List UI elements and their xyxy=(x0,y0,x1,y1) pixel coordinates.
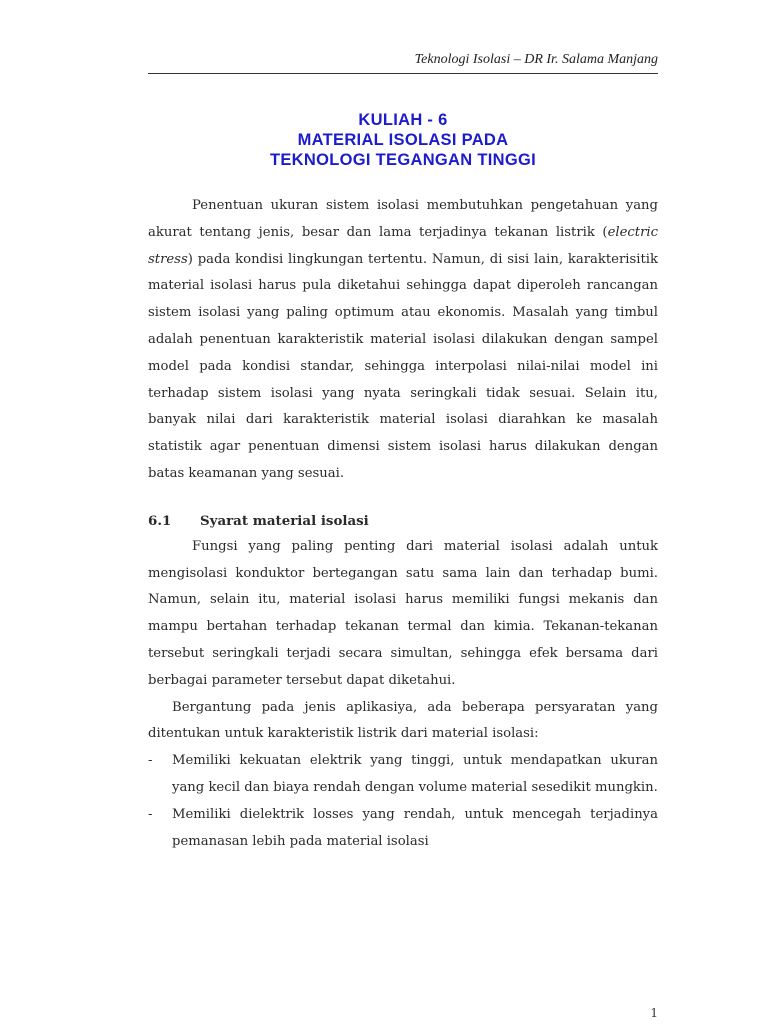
list-bullet: - xyxy=(148,753,153,769)
section-paragraph-1: Fungsi yang paling penting dari material isolasi adalah untuk mengisolasi konduktor bertegangan satu sama lain dan terhadap bumi. Namun, selain itu, material isolasi harus memiliki fungsi mekanis dan mampu bertahan terhadap tekanan termal dan kimia. Tekanan-tekanan tersebut seringkali terjadi secara simultan, sehingga efek bersama dari berbagai parameter tersebut dapat diketahui. xyxy=(148,538,658,688)
intro-paragraph xyxy=(148,193,658,488)
intro-text-part-2: ) pada kondisi lingkungan tertentu. Namun, di sisi lain, karakterisitik material isolasi harus pula diketahui sehingga dapat diperoleh rancangan sistem isolasi yang paling optimum atau ekonomis. Masalah yang timbul adalah penentuan karakteristik material isolasi dilakukan dengan sampel model pada kondisi standar, sehingga interpolasi nilai-nilai model ini terhadap sistem isolasi yang nyata seringkali tidak sesuai. Selain itu, banyak nilai dari karakteristik material isolasi diarahkan ke masalah statistik agar penentuan dimensi sistem isolasi harus dilakukan dengan batas keamanan yang sesuai. xyxy=(148,251,658,481)
list-item-text: Memiliki dielektrik losses yang rendah, untuk mencegah terjadinya pemanasan lebih pada material isolasi xyxy=(172,806,658,849)
section-number: 6.1 xyxy=(148,512,172,529)
list-item xyxy=(148,748,658,802)
title-line-3: TEKNOLOGI TEGANGAN TINGGI xyxy=(270,151,536,169)
running-header: Teknologi Isolasi – DR Ir. Salama Manjang xyxy=(414,52,658,67)
section-paragraph-2: Bergantung pada jenis aplikasiya, ada beberapa persyaratan yang ditentukan untuk karakteristik listrik dari material isolasi: xyxy=(148,699,658,742)
header-rule xyxy=(148,73,658,74)
intro-italic-term: electric stress xyxy=(148,224,658,267)
document-body xyxy=(148,193,658,855)
section-heading xyxy=(148,508,658,534)
requirements-list xyxy=(148,748,658,855)
list-item-text: Memiliki kekuatan elektrik yang tinggi, untuk mendapatkan ukuran yang kecil dan biaya rendah dengan volume material sesedikit mungkin. xyxy=(172,753,658,795)
title-line-1: KULIAH - 6 xyxy=(358,111,448,129)
intro-text-part-1: Penentuan ukuran sistem isolasi membutuhkan pengetahuan yang akurat tentang jenis, besar dan lama terjadinya tekanan listrik ( xyxy=(148,198,658,240)
title-line-2: MATERIAL ISOLASI PADA xyxy=(297,131,509,149)
list-item xyxy=(148,802,658,856)
page-number: 1 xyxy=(650,1006,658,1020)
lecture-title xyxy=(148,110,658,170)
list-bullet: - xyxy=(148,806,153,822)
section-title: Syarat material isolasi xyxy=(200,512,369,529)
